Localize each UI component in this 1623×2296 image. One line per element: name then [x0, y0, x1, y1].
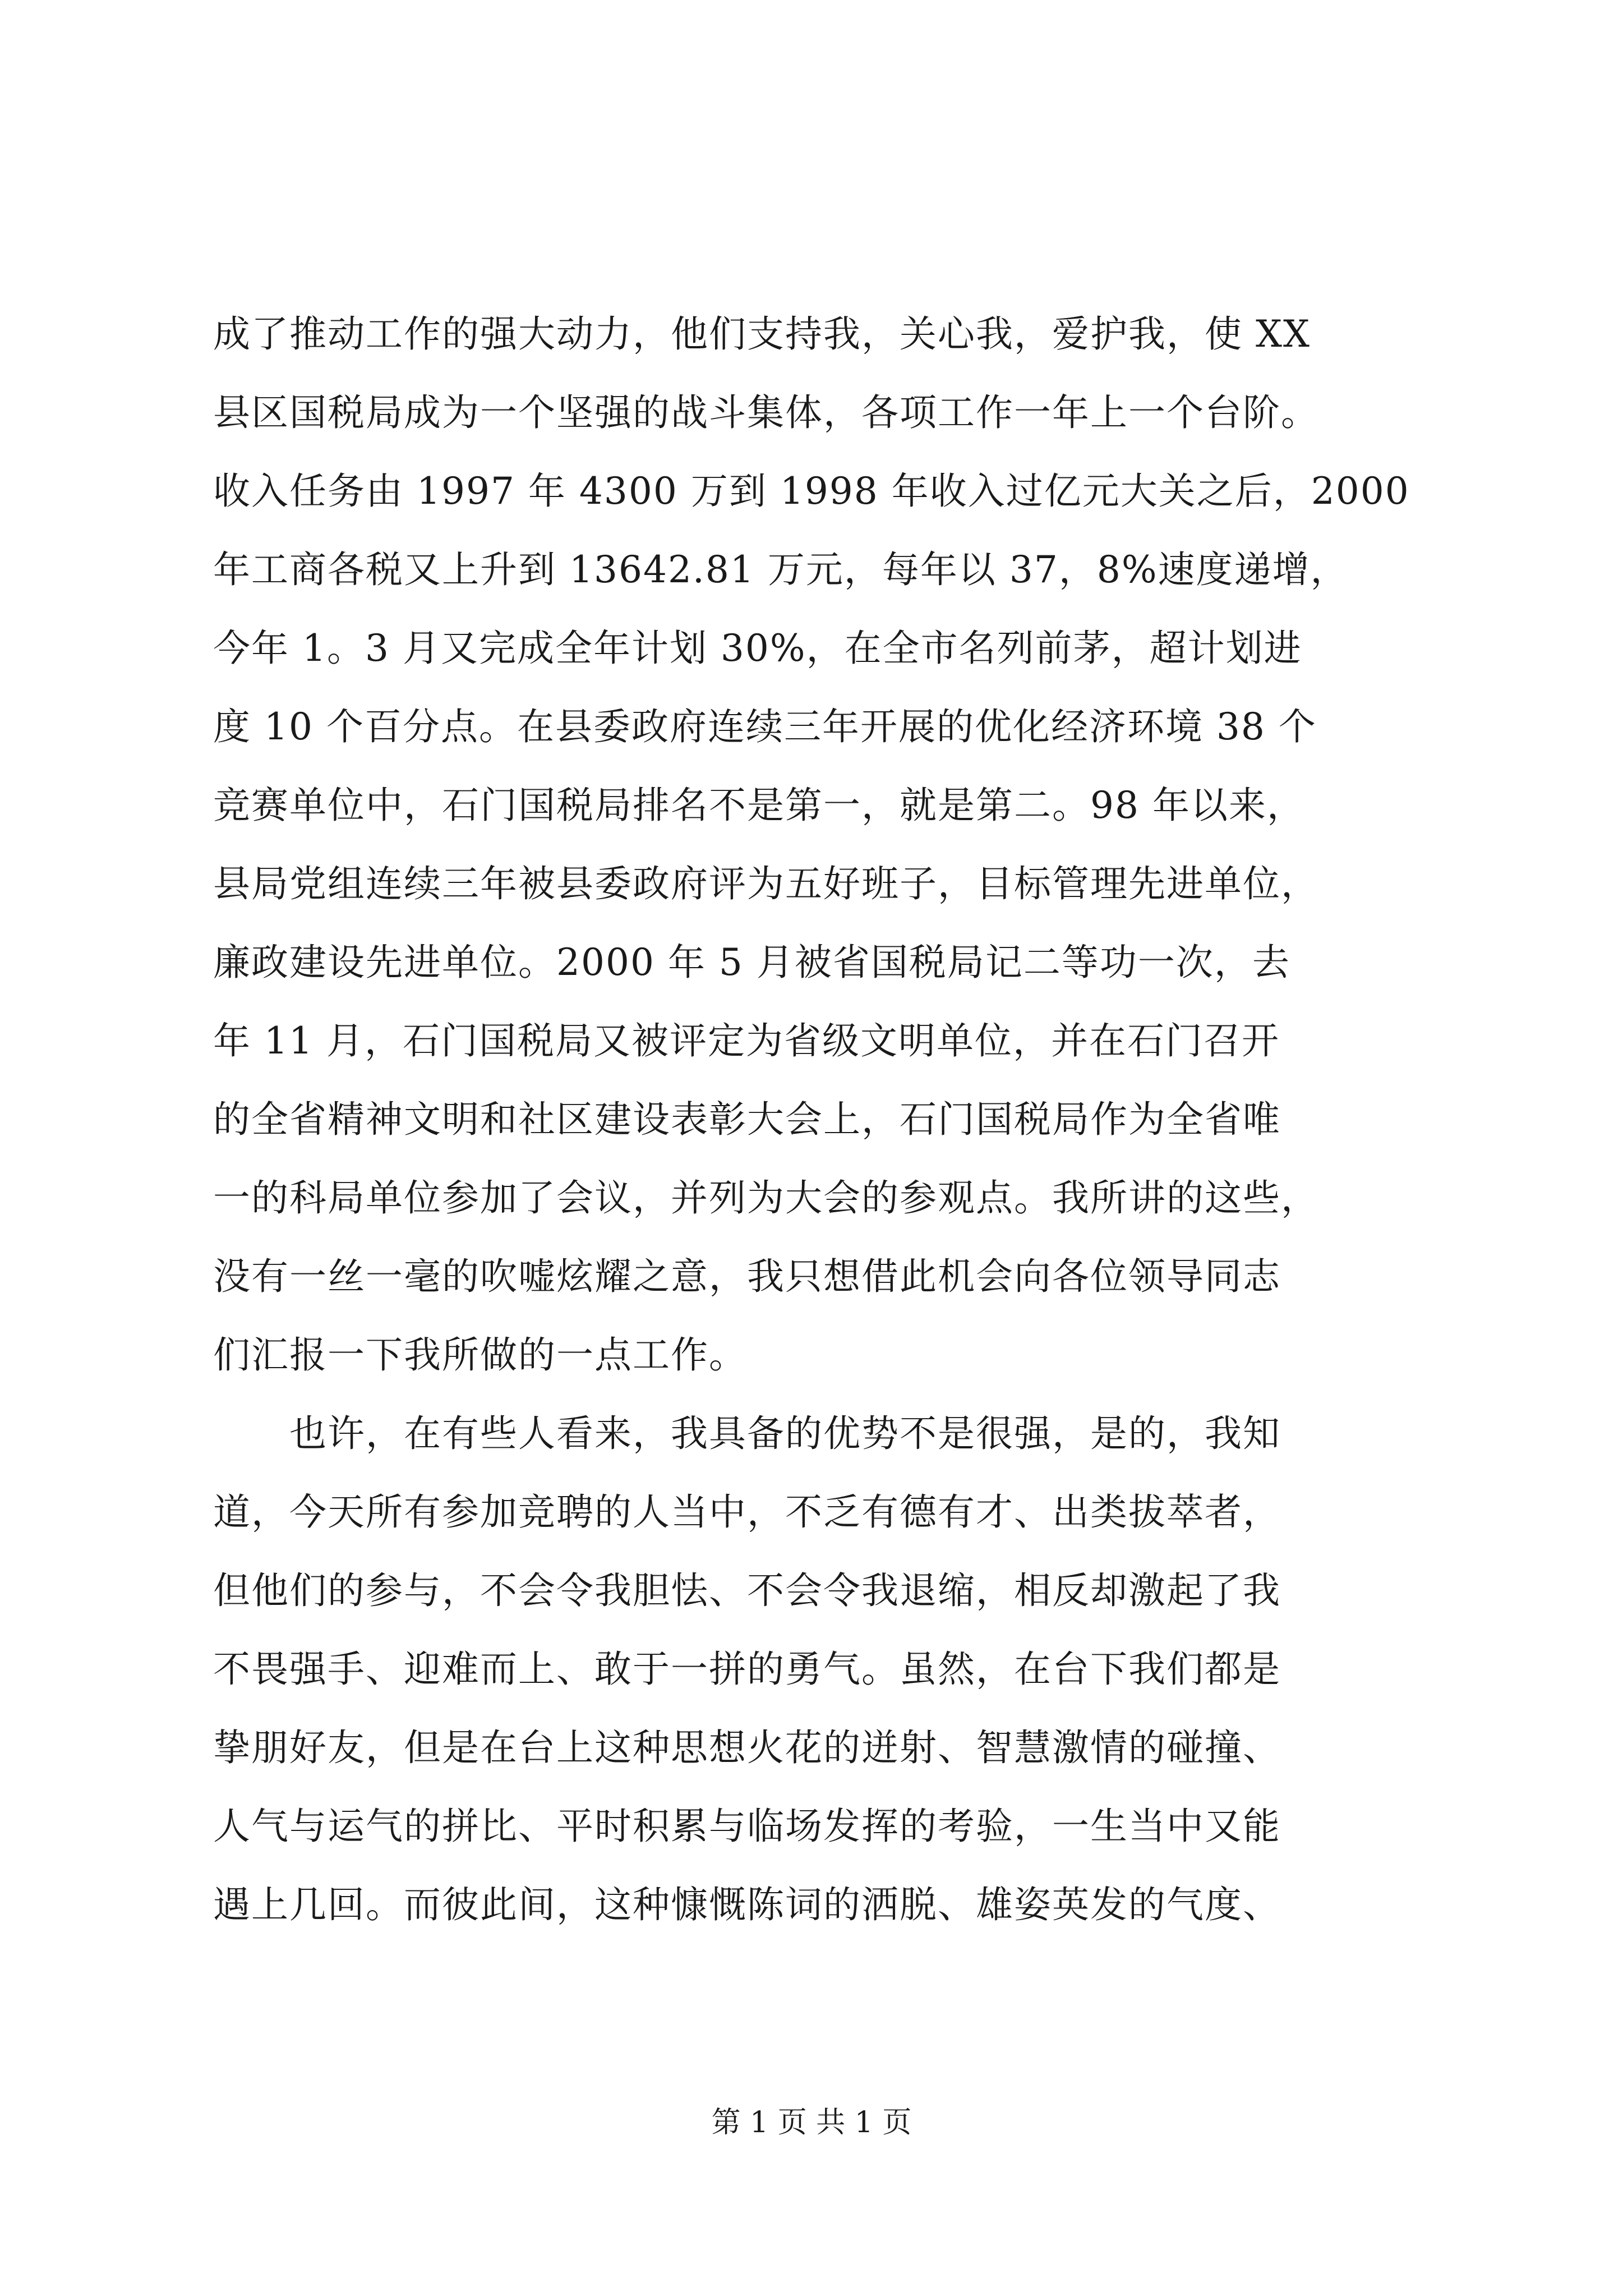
- body-text-line: 遇上几回。而彼此间，这种慷慨陈词的洒脱、雄姿英发的气度、: [213, 1883, 1281, 1926]
- body-text-line: 成了推动工作的强大动力，他们支持我，关心我，爱护我，使 XX: [213, 312, 1311, 356]
- body-text-line: 县区国税局成为一个坚强的战斗集体，各项工作一年上一个台阶。: [213, 391, 1319, 434]
- body-text-line: 收入任务由 1997 年 4300 万到 1998 年收入过亿元大关之后，2000: [213, 470, 1410, 513]
- body-text-line: 但他们的参与，不会令我胆怯、不会令我退缩，相反却激起了我: [213, 1569, 1281, 1612]
- body-text-line: 廉政建设先进单位。2000 年 5 月被省国税局记二等功一次，去: [213, 941, 1290, 984]
- body-text-line: 没有一丝一毫的吹嘘炫耀之意，我只想借此机会向各位领导同志: [213, 1255, 1281, 1298]
- paragraph-start-line: 也许，在有些人看来，我具备的优势不是很强，是的，我知: [213, 1412, 1281, 1455]
- body-text-line: 挚朋好友，但是在台上这种思想火花的迸射、智慧激情的碰撞、: [213, 1726, 1281, 1769]
- body-text-line: 道，今天所有参加竞聘的人当中，不乏有德有才、出类拔萃者，: [213, 1490, 1281, 1534]
- body-text-line: 度 10 个百分点。在县委政府连续三年开展的优化经济环境 38 个: [213, 705, 1317, 748]
- body-text-line: 今年 1。3 月又完成全年计划 30%，在全市名列前茅，超计划进: [213, 627, 1302, 670]
- page-number-footer: 第 1 页 共 1 页: [711, 2106, 912, 2139]
- body-text-line: 人气与运气的拼比、平时积累与临场发挥的考验，一生当中又能: [213, 1805, 1281, 1848]
- body-text-line: 县局党组连续三年被县委政府评为五好班子，目标管理先进单位，: [213, 862, 1319, 905]
- body-text-line: 年工商各税又上升到 13642.81 万元，每年以 37，8%速度递增，: [213, 548, 1349, 591]
- body-text-line: 们汇报一下我所做的一点工作。: [213, 1333, 747, 1377]
- body-text-line: 年 11 月，石门国税局又被评定为省级文明单位，并在石门召开: [213, 1019, 1280, 1062]
- body-text-line: 一的科局单位参加了会议，并列为大会的参观点。我所讲的这些，: [213, 1176, 1319, 1220]
- body-text-line: 不畏强手、迎难而上、敢于一拼的勇气。虽然，在台下我们都是: [213, 1648, 1281, 1691]
- body-text-line: 的全省精神文明和社区建设表彰大会上，石门国税局作为全省唯: [213, 1098, 1281, 1141]
- body-text-line: 竞赛单位中，石门国税局排名不是第一，就是第二。98 年以来，: [213, 784, 1305, 827]
